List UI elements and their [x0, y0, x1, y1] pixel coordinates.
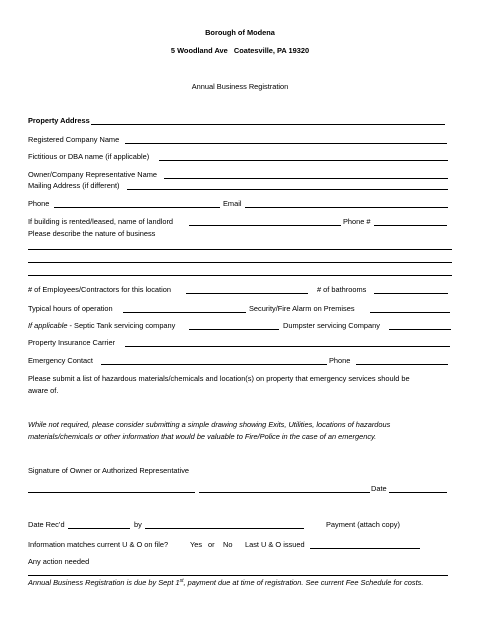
any-action-label: Any action needed — [28, 557, 90, 566]
hazardous-note-line2: aware of. — [28, 386, 59, 395]
borough-title: Borough of Modena — [205, 28, 275, 37]
no-option[interactable]: No — [223, 540, 233, 549]
hours-label: Typical hours of operation — [28, 304, 113, 313]
insurance-label: Property Insurance Carrier — [28, 338, 116, 347]
emergency-phone-line[interactable] — [356, 364, 448, 365]
dba-label: Fictitious or DBA name (if applicable) — [28, 152, 150, 161]
signature-date-line[interactable] — [389, 492, 447, 493]
hours-line[interactable] — [123, 312, 246, 313]
email-line[interactable] — [245, 207, 448, 208]
dba-line[interactable] — [159, 160, 448, 161]
footer-note-sup: st — [179, 578, 184, 584]
phone-line[interactable] — [54, 207, 220, 208]
signature-line[interactable] — [28, 492, 195, 493]
drawing-note-line2: materials/chemicals or other information that would be valuable to Fire/Police in the case of an emergency. — [28, 432, 377, 441]
payment-label: Payment (attach copy) — [326, 520, 400, 529]
security-line[interactable] — [370, 312, 450, 313]
nature-line-1[interactable] — [28, 249, 452, 250]
hazardous-note-line1: Please submit a list of hazardous materials/chemicals and location(s) on property that emergency services should be — [28, 374, 410, 383]
drawing-note-line1: While not required, please consider submitting a simple drawing showing Exits, Utilities, locations of hazardous — [28, 420, 391, 429]
property-address-line[interactable] — [91, 124, 445, 125]
phone-label: Phone — [28, 199, 50, 208]
nature-line-2[interactable] — [28, 262, 452, 263]
or-text: or — [208, 540, 215, 549]
emergency-phone-label: Phone — [329, 356, 351, 365]
dumpster-line[interactable] — [389, 329, 451, 330]
registered-company-line[interactable] — [125, 143, 447, 144]
employees-line[interactable] — [186, 293, 308, 294]
owner-rep-label: Owner/Company Representative Name — [28, 170, 157, 179]
registered-company-label: Registered Company Name — [28, 135, 120, 144]
any-action-line[interactable] — [28, 575, 448, 576]
owner-rep-line[interactable] — [164, 178, 448, 179]
by-line[interactable] — [145, 528, 304, 529]
mailing-address-label: Mailing Address (if different) — [28, 181, 120, 190]
signature-label: Signature of Owner or Authorized Representative — [28, 466, 190, 475]
mailing-address-line[interactable] — [127, 189, 448, 190]
bathrooms-line[interactable] — [374, 293, 448, 294]
by-label: by — [134, 520, 142, 529]
insurance-line[interactable] — [125, 346, 450, 347]
bathrooms-label: # of bathrooms — [317, 285, 367, 294]
property-address-label: Property Address — [28, 116, 90, 125]
emergency-contact-line[interactable] — [101, 364, 327, 365]
footer-note-part1: Annual Business Registration is due by Sept 1 — [28, 578, 180, 587]
landlord-line[interactable] — [189, 225, 341, 226]
landlord-label: If building is rented/leased, name of landlord — [28, 217, 174, 226]
septic-text: - Septic Tank servicing company — [67, 321, 176, 330]
dumpster-label: Dumpster servicing Company — [283, 321, 380, 330]
footer-note — [28, 579, 423, 586]
last-uo-line[interactable] — [310, 548, 420, 549]
last-uo-label: Last U & O issued — [245, 540, 305, 549]
landlord-phone-line[interactable] — [374, 225, 447, 226]
septic-label — [28, 322, 175, 329]
signature-date-label: Date — [371, 484, 387, 493]
employees-label: # of Employees/Contractors for this location — [28, 285, 171, 294]
nature-line-3[interactable] — [28, 275, 452, 276]
yes-option[interactable]: Yes — [190, 540, 203, 549]
printed-name-line[interactable] — [199, 492, 370, 493]
septic-line[interactable] — [189, 329, 279, 330]
security-label: Security/Fire Alarm on Premises — [249, 304, 355, 313]
date-recd-label: Date Rec’d — [28, 520, 65, 529]
if-applicable-text: If applicable — [28, 321, 68, 330]
info-matches-label: Information matches current U & O on file? — [28, 540, 169, 549]
landlord-phone-label: Phone # — [343, 217, 371, 226]
footer-note-part2: , payment due at time of registration. See current Fee Schedule for costs. — [183, 578, 424, 587]
emergency-contact-label: Emergency Contact — [28, 356, 93, 365]
date-recd-line[interactable] — [68, 528, 130, 529]
form-title: Annual Business Registration — [191, 82, 289, 91]
email-label: Email — [223, 199, 242, 208]
borough-address: 5 Woodland Ave Coatesville, PA 19320 — [170, 46, 310, 55]
nature-label: Please describe the nature of business — [28, 229, 156, 238]
